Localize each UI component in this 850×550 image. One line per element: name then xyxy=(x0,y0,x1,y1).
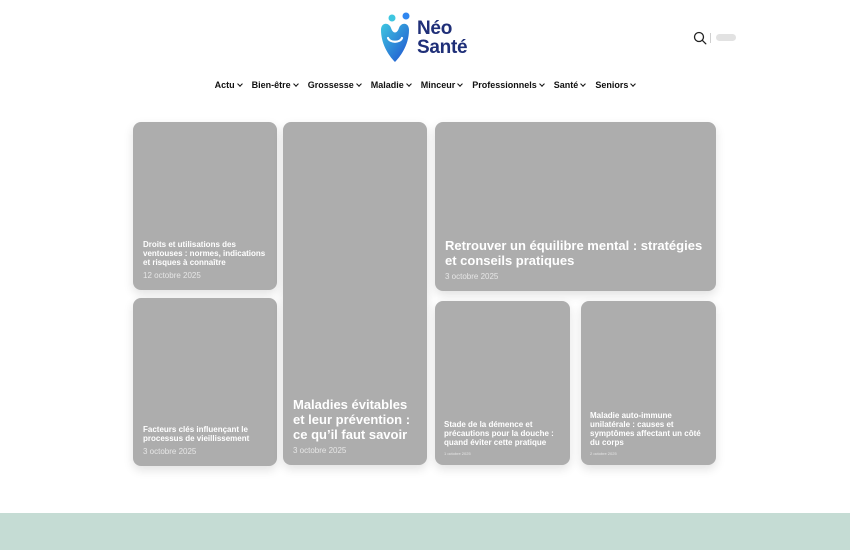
neo-sante-logo-icon xyxy=(377,12,413,64)
nav-item-sante[interactable] xyxy=(554,80,586,90)
article-title[interactable]: Stade de la démence et précautions pour la douche : quand éviter cette pratique xyxy=(444,420,554,447)
footer-band xyxy=(0,513,850,550)
nav-item-label: Maladie xyxy=(370,80,404,90)
chevron-down-icon xyxy=(406,81,412,87)
nav-item-label: Santé xyxy=(553,80,579,90)
article-title[interactable]: Maladies évitables et leur prévention : ce qu’il faut savoir xyxy=(293,397,411,442)
chevron-down-icon xyxy=(580,81,586,87)
nav-item-label: Professionnels xyxy=(472,80,537,90)
card-content xyxy=(143,240,267,280)
logo-text-line1: Néo xyxy=(417,18,452,39)
article-card-equilibre-mental[interactable] xyxy=(435,122,716,291)
article-date: 3 octobre 2025 xyxy=(293,446,347,455)
search-icon[interactable] xyxy=(693,31,707,45)
nav-item-minceur[interactable] xyxy=(421,80,463,90)
nav-item-maladie[interactable] xyxy=(371,80,411,90)
chevron-down-icon xyxy=(630,81,636,87)
chevron-down-icon xyxy=(457,81,463,87)
chevron-down-icon xyxy=(237,81,243,87)
nav-item-label: Grossesse xyxy=(307,80,354,90)
nav-item-label: Seniors xyxy=(595,80,629,90)
article-date: 12 octobre 2025 xyxy=(143,271,201,280)
card-content xyxy=(590,411,707,456)
nav-item-seniors[interactable] xyxy=(595,80,635,90)
nav-item-professionnels[interactable] xyxy=(472,80,544,90)
card-content xyxy=(143,425,267,456)
article-card-vieillissement[interactable] xyxy=(133,298,277,466)
nav-item-label: Actu xyxy=(214,80,235,90)
logo-wordmark xyxy=(417,19,467,57)
article-date: 3 octobre 2025 xyxy=(143,447,197,456)
article-card-auto-immune[interactable] xyxy=(581,301,716,465)
article-date: 1 octobre 2025 xyxy=(444,451,471,456)
article-title[interactable]: Retrouver un équilibre mental : stratégies et conseils pratiques xyxy=(445,238,703,268)
nav-item-grossesse[interactable] xyxy=(308,80,361,90)
article-date: 3 octobre 2025 xyxy=(445,272,499,281)
header-divider xyxy=(710,33,711,43)
article-title[interactable]: Droits et utilisations des ventouses : normes, indications et risques à connaître xyxy=(143,240,266,267)
main-nav xyxy=(0,80,850,90)
article-date: 2 octobre 2025 xyxy=(590,451,617,456)
article-card-ventouses[interactable] xyxy=(133,122,277,290)
nav-item-label: Bien-être xyxy=(251,80,291,90)
article-card-demence-douche[interactable] xyxy=(435,301,570,465)
nav-item-label: Minceur xyxy=(420,80,456,90)
article-card-maladies-evitables[interactable] xyxy=(283,122,427,465)
card-content xyxy=(444,420,561,456)
card-content xyxy=(293,397,417,455)
header-toggle[interactable] xyxy=(716,34,736,41)
article-title[interactable]: Maladie auto-immune unilatérale : causes et symptômes affectant un côté du corps xyxy=(590,411,701,447)
card-content xyxy=(445,238,706,281)
chevron-down-icon xyxy=(293,81,299,87)
nav-item-actu[interactable] xyxy=(215,80,242,90)
logo-text-line2: Santé xyxy=(417,37,468,58)
chevron-down-icon xyxy=(356,81,362,87)
chevron-down-icon xyxy=(539,81,545,87)
nav-item-bien-etre[interactable] xyxy=(252,80,298,90)
site-logo[interactable] xyxy=(377,12,477,64)
article-title[interactable]: Facteurs clés influençant le processus de vieillissement xyxy=(143,425,250,443)
